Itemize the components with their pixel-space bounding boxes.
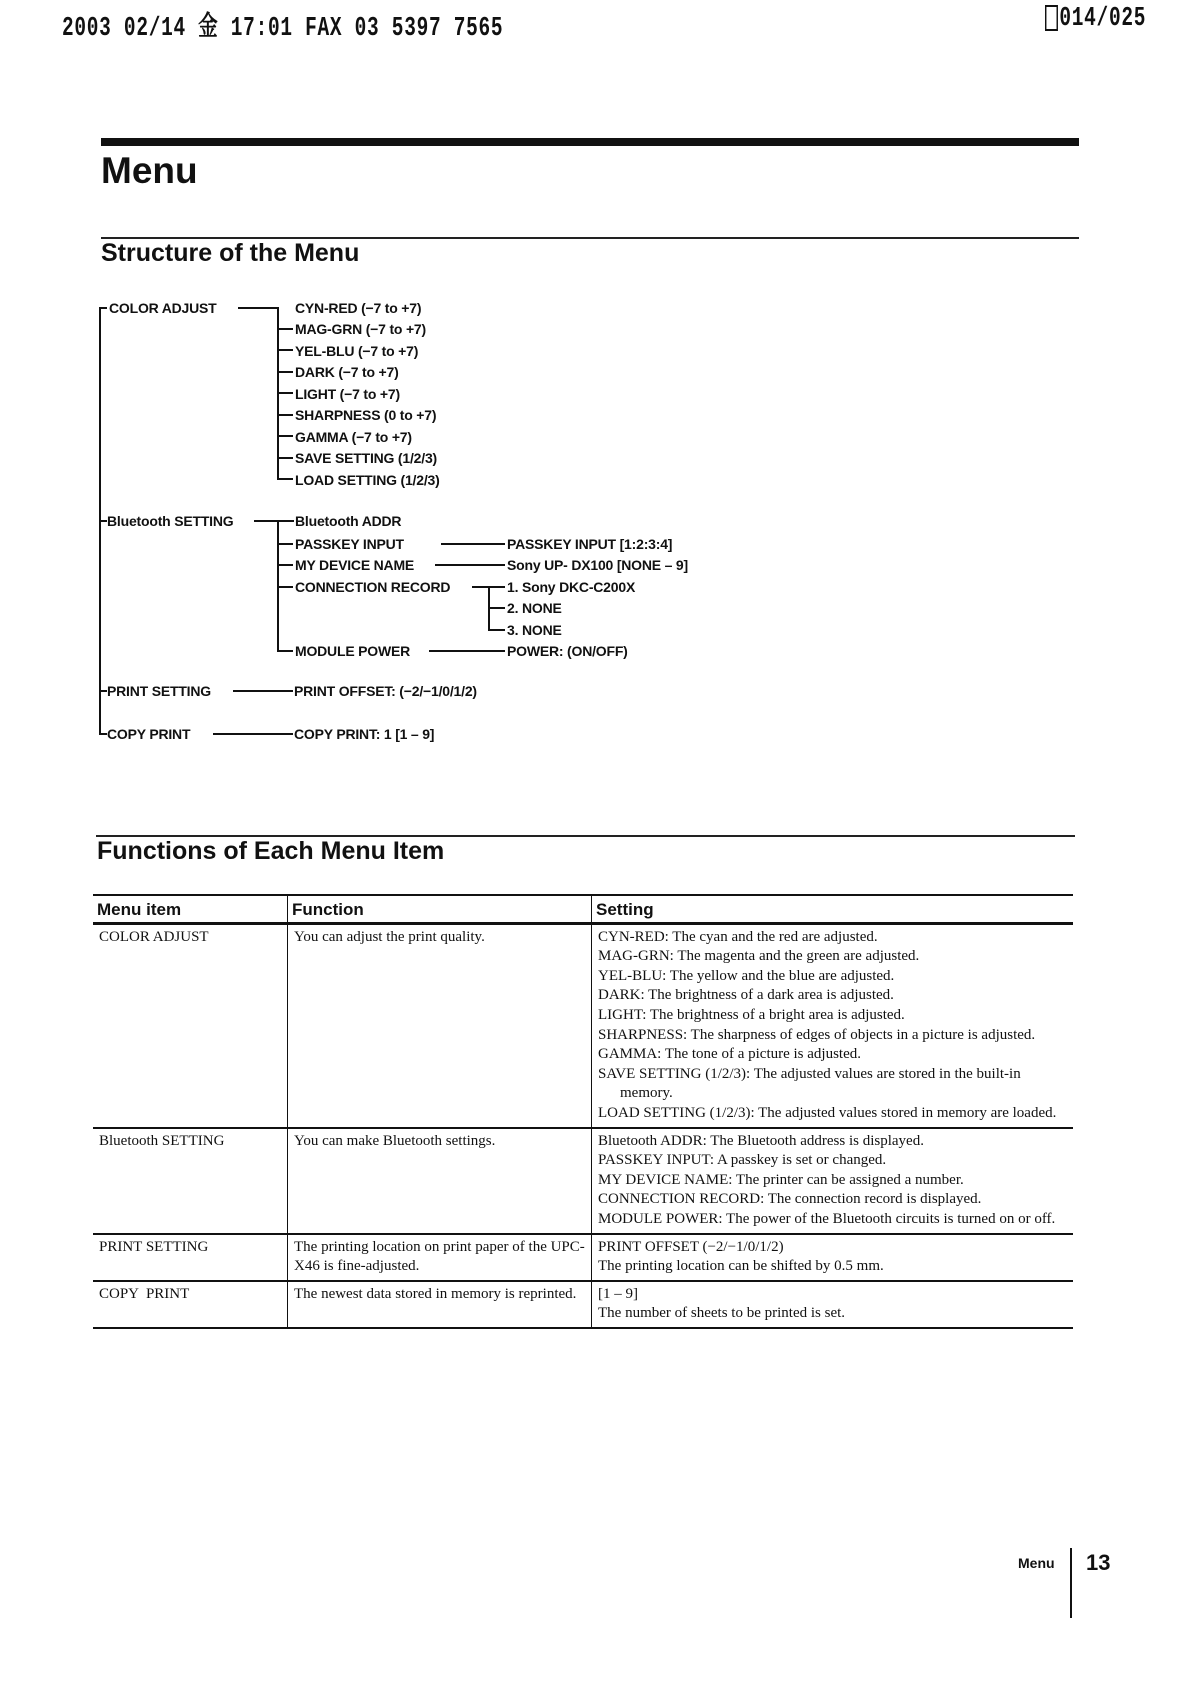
setting-line: MY DEVICE NAME: The printer can be assigned a number. (598, 1171, 964, 1188)
tree-value: PRINT OFFSET: (−2/−1/0/1/2) (294, 683, 477, 699)
tree-item: CYN-RED (−7 to +7) (295, 300, 422, 316)
fax-header-left: 2003 02/14 金 17:01 FAX 03 5397 7565 (62, 14, 504, 44)
tree-item: MAG-GRN (−7 to +7) (295, 321, 426, 337)
tree-item: CONNECTION RECORD (295, 579, 451, 595)
tree-item: GAMMA (−7 to +7) (295, 429, 412, 445)
menu-item-cell: Bluetooth SETTING (93, 1128, 288, 1234)
setting-line: LIGHT: The brightness of a bright area is adjusted. (598, 1006, 905, 1023)
tree-item: Bluetooth ADDR (295, 513, 402, 529)
tree-item: SHARPNESS (0 to +7) (295, 407, 437, 423)
setting-cell (592, 1281, 1074, 1328)
setting-line: CYN-RED: The cyan and the red are adjusted. (598, 928, 878, 945)
setting-line: GAMMA: The tone of a picture is adjusted. (598, 1046, 862, 1063)
menu-item-cell: COPY PRINT (93, 1281, 288, 1328)
function-cell: You can make Bluetooth settings. (288, 1128, 592, 1234)
menu-item-cell: COLOR ADJUST (93, 923, 288, 1127)
setting-line: CONNECTION RECORD: The connection record is displayed. (598, 1191, 982, 1208)
setting-line: YEL-BLU: The yellow and the blue are adjusted. (598, 967, 895, 984)
setting-line: SAVE SETTING (1/2/3): The adjusted values are stored in the built-in memory. (598, 1065, 1021, 1102)
setting-line: [1 – 9] (598, 1285, 638, 1302)
setting-line: SHARPNESS: The sharpness of edges of objects in a picture is adjusted. (598, 1026, 1036, 1043)
page-number: 13 (1086, 1550, 1111, 1575)
table-header-row (93, 895, 1073, 923)
column-header: Menu item (93, 895, 288, 923)
setting-cell (592, 1128, 1074, 1234)
tree-print-setting: PRINT SETTING (107, 683, 211, 699)
fax-page-count: 014/025 (1059, 4, 1147, 34)
setting-line: LOAD SETTING (1/2/3): The adjusted values stored in memory are loaded. (598, 1104, 1057, 1121)
setting-line: DARK: The brightness of a dark area is adjusted. (598, 987, 894, 1004)
column-header: Function (288, 895, 592, 923)
tree-bluetooth-setting: Bluetooth SETTING (107, 513, 234, 529)
table-row (93, 1128, 1073, 1234)
menu-structure-tree (0, 0, 1198, 760)
setting-cell (592, 1234, 1074, 1281)
table-row (93, 923, 1073, 1127)
function-cell: The printing location on print paper of the UPC-X46 is fine-adjusted. (288, 1234, 592, 1281)
tree-item: MY DEVICE NAME (295, 557, 415, 573)
tree-value: 1. Sony DKC-C200X (507, 579, 636, 595)
tree-item: LIGHT (−7 to +7) (295, 386, 400, 402)
setting-line: Bluetooth ADDR: The Bluetooth address is displayed. (598, 1132, 924, 1149)
setting-line: PASSKEY INPUT: A passkey is set or changed. (598, 1152, 887, 1169)
tree-value: PASSKEY INPUT [1:2:3:4] (507, 536, 673, 552)
setting-line: MAG-GRN: The magenta and the green are adjusted. (598, 948, 920, 965)
tree-value: 3. NONE (507, 622, 562, 638)
function-cell: The newest data stored in memory is reprinted. (288, 1281, 592, 1328)
structure-heading: Structure of the Menu (101, 239, 360, 267)
function-cell: You can adjust the print quality. (288, 923, 592, 1127)
page-title: Menu (101, 150, 198, 191)
setting-line: MODULE POWER: The power of the Bluetooth circuits is turned on or off. (598, 1210, 1056, 1227)
tree-item: PASSKEY INPUT (295, 536, 404, 552)
tree-value: Sony UP- DX100 [NONE – 9] (507, 557, 688, 573)
footer-divider (1070, 1548, 1072, 1618)
tree-item: MODULE POWER (295, 643, 411, 659)
setting-line: The printing location can be shifted by 0.5 mm. (598, 1258, 884, 1275)
tree-item: YEL-BLU (−7 to +7) (295, 343, 419, 359)
table-row (93, 1234, 1073, 1281)
tree-item: SAVE SETTING (1/2/3) (295, 450, 437, 466)
setting-line: The number of sheets to be printed is set. (598, 1305, 846, 1322)
functions-heading: Functions of Each Menu Item (97, 837, 445, 865)
tree-value: COPY PRINT: 1 [1 – 9] (294, 726, 435, 742)
tree-value: 2. NONE (507, 600, 562, 616)
table-row (93, 1281, 1073, 1328)
tree-copy-print: COPY PRINT (107, 726, 191, 742)
functions-table (93, 894, 1073, 1329)
tree-item: LOAD SETTING (1/2/3) (295, 472, 440, 488)
setting-cell (592, 923, 1074, 1127)
tree-color-adjust: COLOR ADJUST (109, 300, 217, 316)
setting-line: PRINT OFFSET (−2/−1/0/1/2) (598, 1238, 784, 1255)
footer-section-label: Menu (1018, 1555, 1055, 1571)
menu-item-cell: PRINT SETTING (93, 1234, 288, 1281)
tree-value: POWER: (ON/OFF) (507, 643, 628, 659)
tree-item: DARK (−7 to +7) (295, 364, 399, 380)
column-header: Setting (592, 895, 1074, 923)
